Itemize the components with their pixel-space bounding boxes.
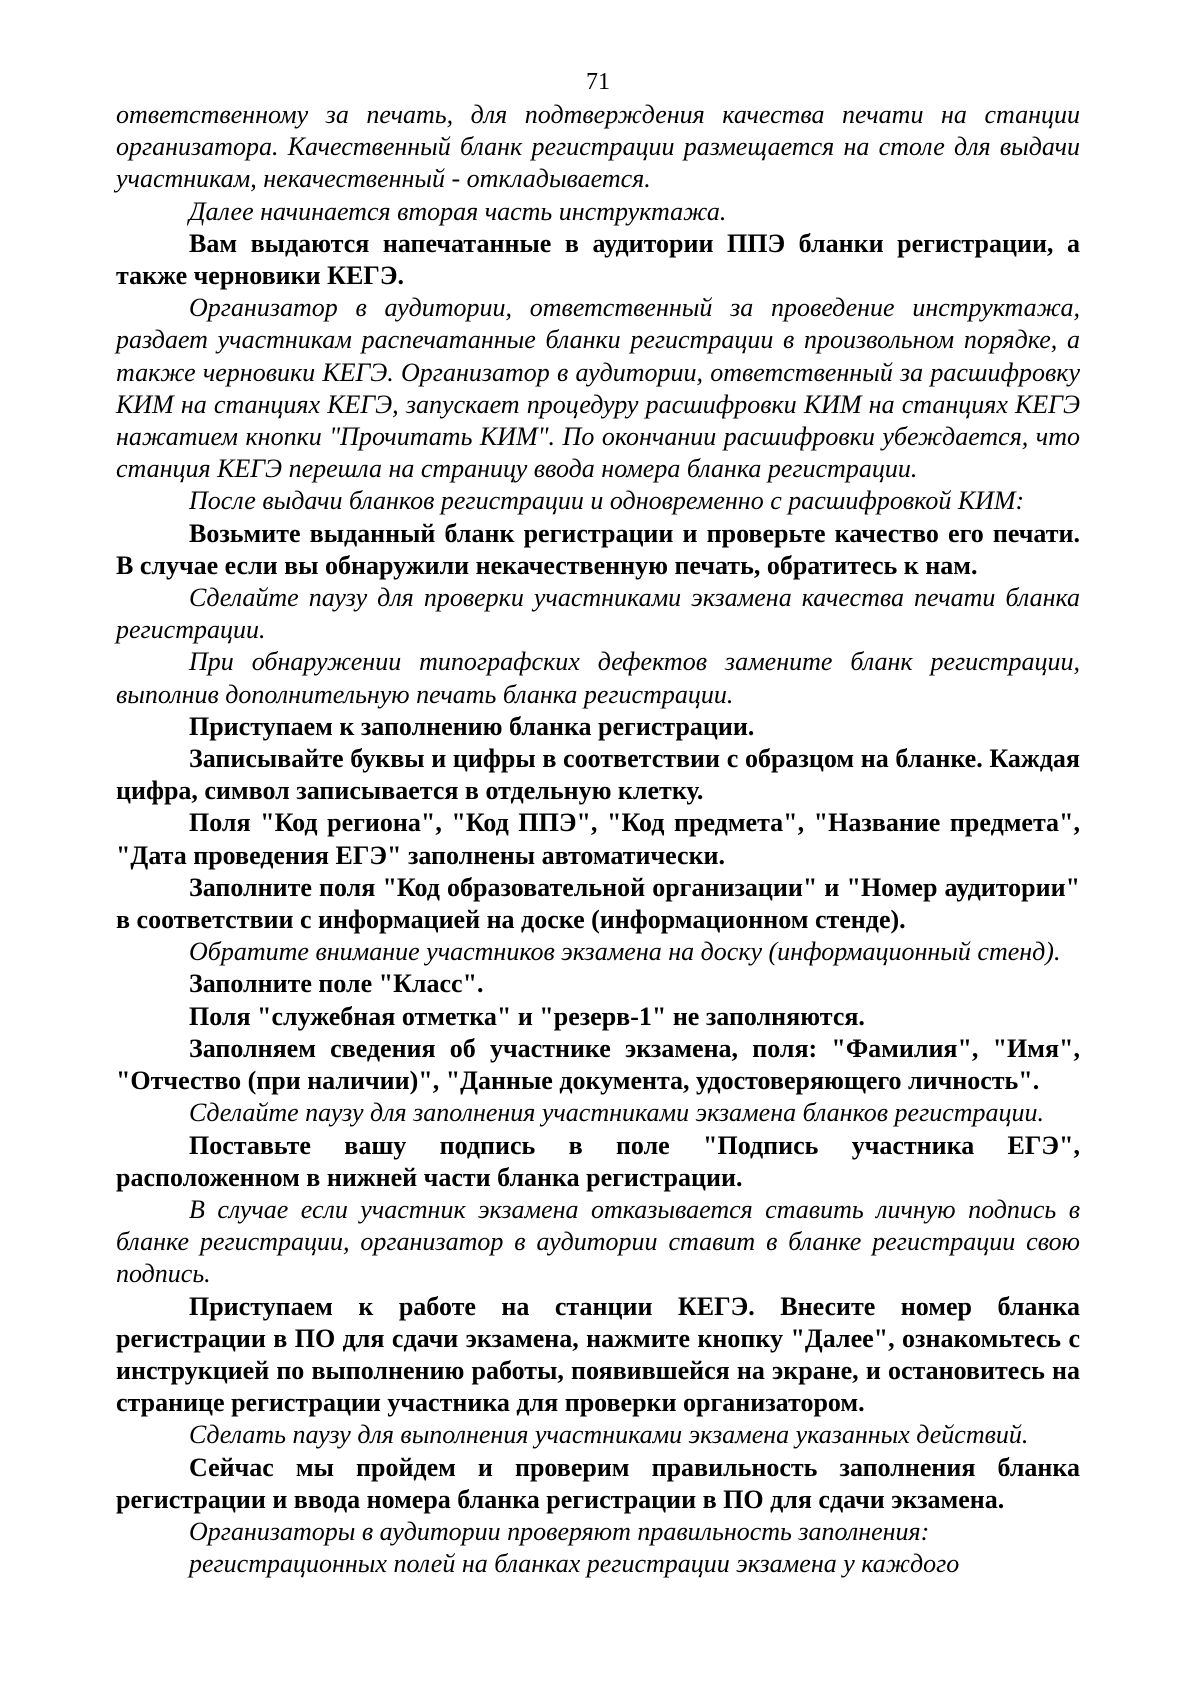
comment-paragraph: Сделайте паузу для проверки участниками экзамена качества печати бланка регистрации. bbox=[116, 583, 1080, 645]
comment-paragraph: Сделайте паузу для заполнения участниками экзамена бланков регистрации. bbox=[189, 1098, 1045, 1128]
document-body bbox=[116, 99, 1080, 1580]
comment-paragraph: Организатор в аудитории, ответственный за проведение инструктажа, раздает участникам распечатанные бланки регистрации в произвольном порядке, а также черновики КЕГЭ. Организатор в аудитории, ответственный за расшифровку КИМ на станциях КЕГЭ, запускает процедуру расшифровки КИМ на станциях КЕГЭ нажатием кнопки "Прочитать КИМ". По окончании расшифровки убеждается, что станция КЕГЭ перешла на страницу ввода номера бланка регистрации. bbox=[116, 293, 1080, 484]
comment-paragraph: После выдачи бланков регистрации и одновременно с расшифровкой КИМ: bbox=[189, 486, 1025, 516]
instruction-paragraph: Приступаем к работе на станции КЕГЭ. Внесите номер бланка регистрации в ПО для сдачи экзамена, нажмите кнопку "Далее", ознакомьтесь с инструкцией по выполнению работы, появившейся на экране, и остановитесь на странице регистрации участника для проверки организатором. bbox=[116, 1291, 1080, 1418]
document-page bbox=[116, 68, 1080, 1580]
comment-paragraph: Сделать паузу для выполнения участниками экзамена указанных действий. bbox=[189, 1420, 1029, 1450]
comment-paragraph: Далее начинается вторая часть инструктажа. bbox=[189, 196, 727, 226]
instruction-paragraph: Вам выдаются напечатанные в аудитории ППЭ бланки регистрации, а также черновики КЕГЭ. bbox=[116, 228, 1080, 291]
comment-paragraph: регистрационных полей на бланках регистрации экзамена у каждого bbox=[189, 1549, 960, 1579]
instruction-paragraph: Записывайте буквы и цифры в соответствии с образцом на бланке. Каждая цифра, символ записывается в отдельную клетку. bbox=[116, 744, 1080, 806]
comment-paragraph: ответственному за печать, для подтверждения качества печати на станции организатора. Качественный бланк регистрации размещается на столе для выдачи участникам, некачественный - откладывается. bbox=[116, 100, 1080, 194]
comment-paragraph: Организаторы в аудитории проверяют правильность заполнения: bbox=[189, 1516, 930, 1546]
instruction-paragraph: Приступаем к заполнению бланка регистрации. bbox=[189, 711, 755, 741]
comment-paragraph: При обнаружении типографских дефектов замените бланк регистрации, выполнив дополнительную печать бланка регистрации. bbox=[116, 647, 1080, 709]
instruction-paragraph: Поля "служебная отметка" и "резерв-1" не заполняются. bbox=[189, 1001, 865, 1031]
comment-paragraph: Обратите внимание участников экзамена на доску (информационный стенд). bbox=[189, 937, 1061, 967]
instruction-paragraph: Возьмите выданный бланк регистрации и проверьте качество его печати. В случае если вы обнаружили некачественную печать, обратитесь к нам. bbox=[116, 518, 1080, 580]
instruction-paragraph: Поля "Код региона", "Код ППЭ", "Код предмета", "Название предмета", "Дата проведения ЕГЭ" заполнены автоматически. bbox=[116, 808, 1080, 870]
instruction-paragraph: Заполните поле "Класс". bbox=[189, 969, 484, 999]
instruction-paragraph: Заполняем сведения об участнике экзамена, поля: "Фамилия", "Имя", "Отчество (при наличии)", "Данные документа, удостоверяющего личность". bbox=[116, 1033, 1080, 1096]
instruction-paragraph: Заполните поля "Код образовательной организации" и "Номер аудитории" в соответствии с информацией на доске (информационном стенде). bbox=[116, 872, 1080, 935]
instruction-paragraph: Сейчас мы пройдем и проверим правильность заполнения бланка регистрации и ввода номера бланка регистрации в ПО для сдачи экзамена. bbox=[116, 1452, 1080, 1514]
comment-paragraph: В случае если участник экзамена отказывается ставить личную подпись в бланке регистрации, организатор в аудитории ставит в бланке регистрации свою подпись. bbox=[116, 1194, 1080, 1289]
page-number: 71 bbox=[586, 69, 610, 95]
instruction-paragraph: Поставьте вашу подпись в поле "Подпись участника ЕГЭ", расположенном в нижней части бланка регистрации. bbox=[116, 1130, 1080, 1192]
